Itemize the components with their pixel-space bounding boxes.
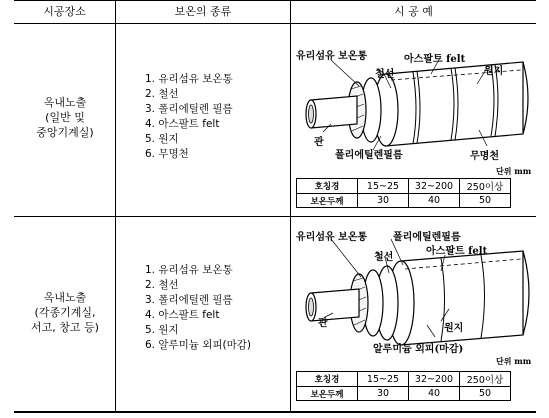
spec-header-cell: 호칭경	[297, 372, 358, 387]
row2-label-asphalt-felt: 아스팔트 felt	[426, 246, 488, 257]
spec-header-cell: 32~200	[409, 372, 460, 387]
row2-label-polyethylene: 폴리에틸렌필름	[393, 232, 461, 243]
row2-location-line2: (각종기계실,	[34, 306, 96, 319]
row1-label-asphalt-felt: 아스팔트 felt	[404, 54, 466, 65]
row1-location	[15, 95, 115, 140]
list-item: 1. 유리섬유 보온통	[145, 264, 233, 276]
row1-material-list	[145, 72, 233, 162]
row1-unit: 단위 mm	[496, 166, 532, 176]
row1-label-glass-fiber: 유리섬유 보온통	[296, 51, 368, 62]
row2-thickness-table	[296, 371, 511, 401]
row2-location	[15, 290, 115, 335]
spec-body-cell: 보온두께	[297, 194, 358, 208]
list-item: 5. 원지	[145, 133, 179, 145]
spec-body-cell: 50	[460, 387, 511, 401]
row1-thickness-table	[296, 178, 511, 208]
list-item: 6. 무명천	[145, 148, 189, 160]
header-location: 시공장소	[43, 5, 86, 18]
spec-header-cell: 15~25	[358, 179, 409, 194]
spec-body-cell: 40	[409, 387, 460, 401]
row1-label-paper: 원지	[484, 66, 504, 77]
list-item: 4. 아스팔트 felt	[145, 309, 220, 321]
spec-body-cell: 40	[409, 194, 460, 208]
row1-label-cotton-cloth: 무명천	[470, 151, 499, 162]
spec-header-cell: 15~25	[358, 372, 409, 387]
row2-label-paper: 원지	[444, 323, 464, 334]
table-top-border	[14, 0, 536, 1]
spec-body-cell: 30	[358, 387, 409, 401]
list-item: 1. 유리섬유 보온통	[145, 73, 233, 85]
row1-location-line2: (일반 및	[45, 111, 85, 124]
list-item: 2. 철선	[145, 279, 179, 291]
list-item: 4. 아스팔트 felt	[145, 118, 220, 130]
spec-body-cell: 30	[358, 194, 409, 208]
row1-label-pipe: 관	[314, 137, 324, 148]
row2-label-glass-fiber: 유리섬유 보온통	[296, 232, 368, 243]
row2-unit: 단위 mm	[496, 356, 532, 366]
spec-body-cell: 50	[460, 194, 511, 208]
row2-label-aluminum: 알루미늄 외피(마감)	[373, 344, 464, 355]
spec-header-cell: 250이상	[460, 372, 511, 387]
row2-material-list	[145, 263, 251, 353]
row2-location-line1: 옥내노출	[43, 291, 87, 304]
row1-location-line3: 중앙기계실)	[36, 126, 94, 139]
list-item: 5. 원지	[145, 324, 179, 336]
row1-label-polyethylene: 폴리에틸렌필름	[335, 150, 403, 161]
header-example: 시 공 예	[394, 5, 433, 18]
spec-header-cell: 32~200	[409, 179, 460, 194]
column-divider-1	[115, 0, 116, 412]
list-item: 2. 철선	[145, 88, 179, 100]
spec-header-cell: 250이상	[460, 179, 511, 194]
row2-label-pipe: 관	[318, 318, 328, 329]
row2-location-line3: 서고, 창고 등)	[31, 321, 99, 334]
row1-location-line1: 옥내노출	[43, 96, 87, 109]
list-item: 3. 폴리에틸렌 필름	[145, 294, 233, 306]
header-insulation-type: 보온의 종류	[174, 5, 232, 18]
table-bottom-border	[14, 411, 536, 413]
row1-label-wire: 철선	[375, 69, 395, 80]
spec-body-cell: 보온두께	[297, 387, 358, 401]
list-item: 3. 폴리에틸렌 필름	[145, 103, 233, 115]
list-item: 6. 알루미늄 외피(마감)	[145, 339, 252, 351]
spec-header-cell: 호칭경	[297, 179, 358, 194]
row2-label-wire: 철선	[374, 252, 394, 263]
